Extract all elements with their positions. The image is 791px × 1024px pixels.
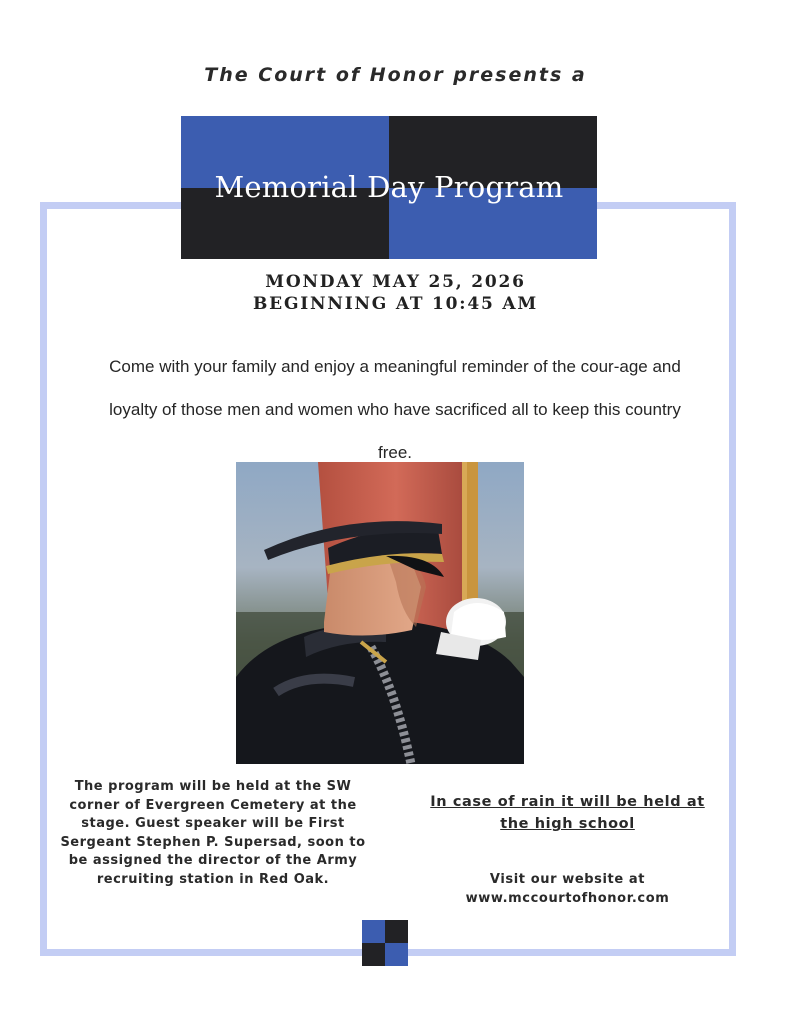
emblem-block-black-top-right [385, 920, 408, 943]
event-date: MONDAY MAY 25, 2026 [265, 272, 526, 292]
presents-heading: The Court of Honor presents a [204, 64, 587, 86]
title-banner [181, 116, 597, 259]
emblem-block-blue-top-left [362, 920, 385, 943]
rain-location-notice: In case of rain it will be held at the high school [430, 794, 705, 832]
program-title: Memorial Day Program [214, 170, 564, 204]
intro-paragraph: Come with your family and enjoy a meaningful reminder of the cour-age and loyalty of those men and women who have sacrificed all to keep this country free. [109, 357, 681, 462]
location-and-speaker-info: The program will be held at the SW corner of Evergreen Cemetery at the stage. Guest speaker will be First Sergeant Stephen P. Supersad, soon to be assigned the director of the Army recruiting station in Red Oak. [60, 779, 366, 887]
website-info: Visit our website at www.mccourtofhonor.com [465, 872, 670, 906]
emblem-block-black-bottom-left [362, 943, 385, 966]
event-start-time: BEGINNING AT 10:45 AM [253, 294, 538, 314]
footer-emblem [362, 920, 408, 966]
emblem-block-blue-bottom-right [385, 943, 408, 966]
honor-guard-photo [236, 462, 524, 764]
